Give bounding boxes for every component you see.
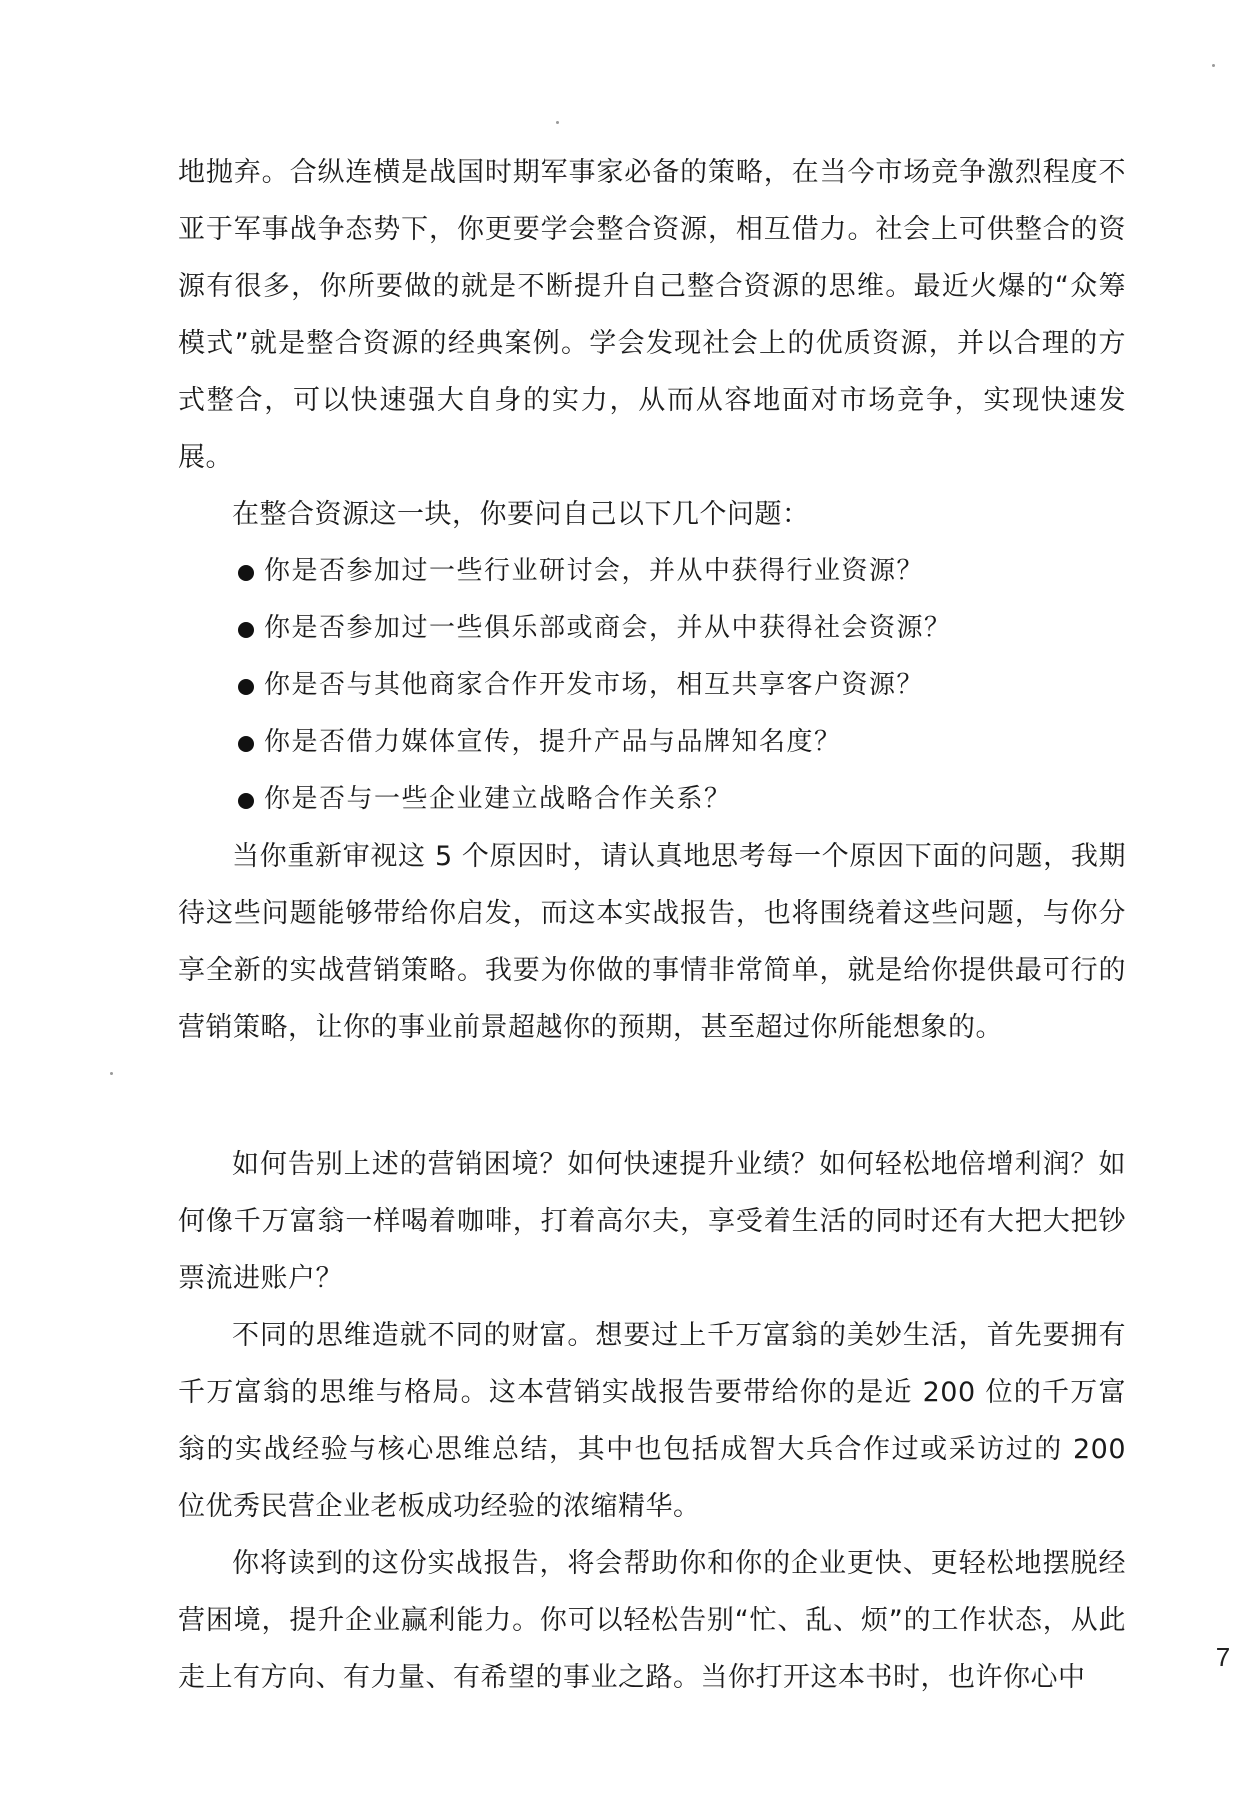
section-2: [178, 1136, 1126, 1706]
questions-intro: 在整合资源这一块，你要问自己以下几个问题：: [232, 499, 810, 530]
bullet-icon: [238, 565, 254, 581]
question-text: 你是否参加过一些行业研讨会，并从中获得行业资源？: [264, 556, 925, 586]
question-text: 你是否参加过一些俱乐部或商会，并从中获得社会资源？: [264, 613, 952, 643]
question-item: [178, 657, 1126, 714]
page-number: 7: [1215, 1642, 1231, 1672]
bullet-icon: [238, 793, 254, 809]
question-list: [178, 543, 1126, 828]
bullet-icon: [238, 679, 254, 695]
bullet-icon: [238, 622, 254, 638]
paragraph-report-benefits: 你将读到的这份实战报告，将会帮助你和你的企业更快、更轻松地摆脱经营困境，提升企业赢利能力。你可以轻松告别“忙、乱、烦”的工作状态，从此走上有方向、有力量、有希望的事业之路。当你打开这本书时，也许你心中: [178, 1548, 1126, 1693]
question-item: [178, 771, 1126, 828]
question-text: 你是否与一些企业建立战略合作关系？: [264, 784, 732, 814]
scan-speck: [1212, 64, 1215, 67]
paragraph-continued: 地抛弃。合纵连横是战国时期军事家必备的策略，在当今市场竞争激烈程度不亚于军事战争态势下，你更要学会整合资源，相互借力。社会上可供整合的资源有很多，你所要做的就是不断提升自己整合资源的思维。最近火爆的“众筹模式”就是整合资源的经典案例。学会发现社会上的优质资源，并以合理的方式整合，可以快速强大自身的实力，从而从容地面对市场竞争，实现快速发展。: [178, 157, 1126, 473]
question-text: 你是否与其他商家合作开发市场，相互共享客户资源？: [264, 670, 925, 700]
paragraph-questions: 如何告别上述的营销困境？如何快速提升业绩？如何轻松地倍增利润？如何像千万富翁一样喝着咖啡，打着高尔夫，享受着生活的同时还有大把大把钞票流进账户？: [178, 1149, 1126, 1294]
scan-speck: [556, 121, 559, 124]
scan-speck: [110, 1072, 113, 1075]
question-item: [178, 543, 1126, 600]
paragraph-wealth-thinking: 不同的思维造就不同的财富。想要过上千万富翁的美妙生活，首先要拥有千万富翁的思维与格局。这本营销实战报告要带给你的是近 200 位的千万富翁的实战经验与核心思维总结，其中也包括成智大兵合作过或采访过的 200 位优秀民营企业老板成功经验的浓缩精华。: [178, 1320, 1126, 1522]
bullet-icon: [238, 736, 254, 752]
question-text: 你是否借力媒体宣传，提升产品与品牌知名度？: [264, 727, 842, 757]
question-item: [178, 714, 1126, 771]
question-item: [178, 600, 1126, 657]
paragraph-reflection: 当你重新审视这 5 个原因时，请认真地思考每一个原因下面的问题，我期待这些问题能够带给你启发，而这本实战报告，也将围绕着这些问题，与你分享全新的实战营销策略。我要为你做的事情非常简单，就是给你提供最可行的营销策略，让你的事业前景超越你的预期，甚至超过你所能想象的。: [178, 841, 1126, 1043]
section-1: [178, 144, 1126, 1056]
